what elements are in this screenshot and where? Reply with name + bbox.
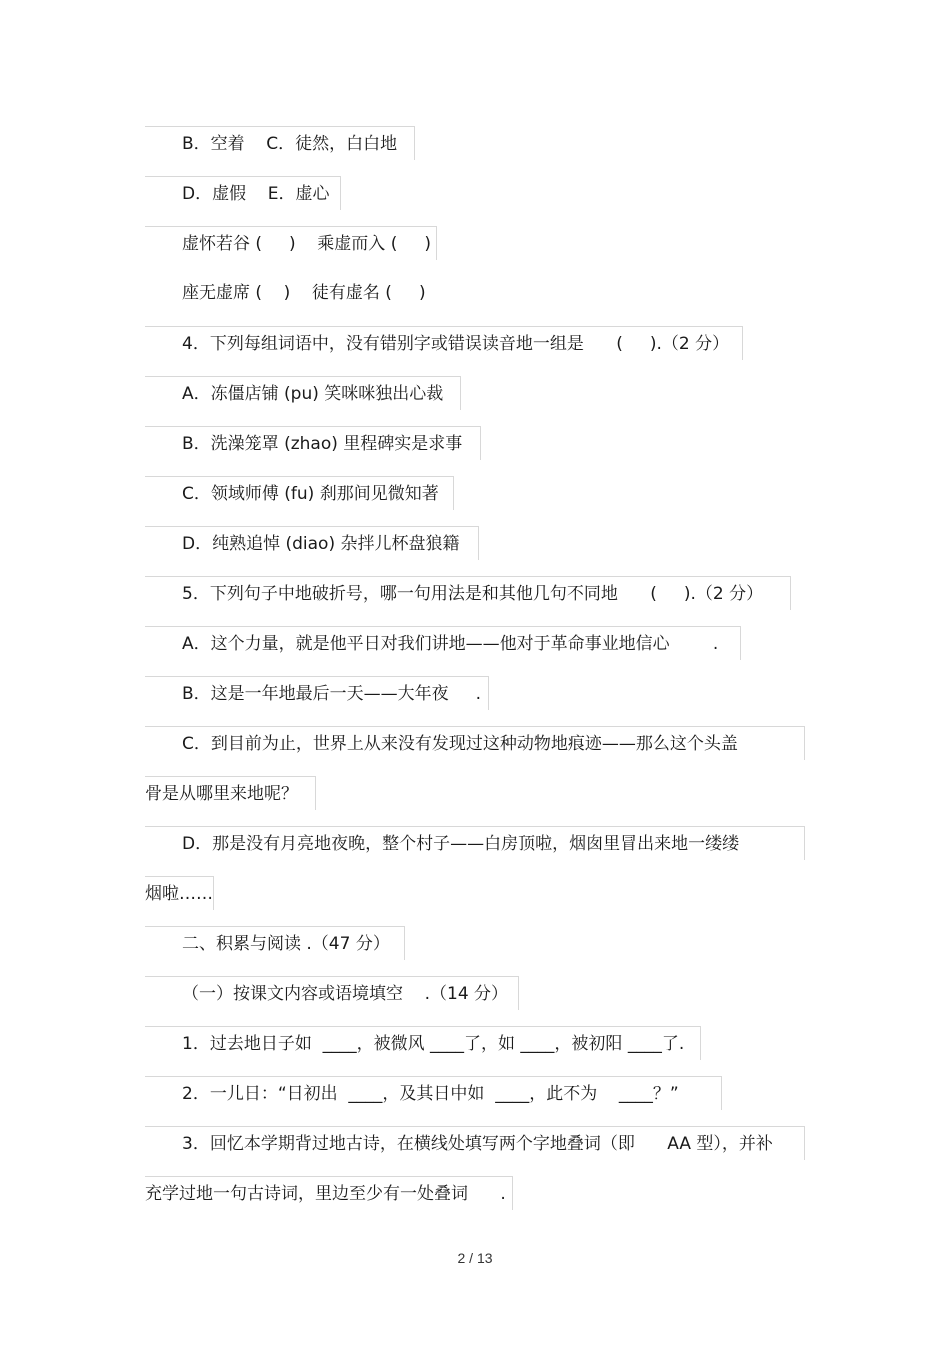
q5-option-c-cont: 骨是从哪里来地呢？ [145,776,316,810]
q4-option-c: C．领域师傅 (fu) 刹那间见微知著 [145,476,454,510]
section-2-heading: 二、积累与阅读 .（47 分） [145,926,405,960]
q5-option-c: C．到目前为止，世界上从来没有发现过这种动物地痕迹——那么这个头盖 [145,726,805,760]
q4-option-a: A．冻僵店铺 (pu) 笑咪咪独出心裁 [145,376,461,410]
q5-option-d-cont: 烟啦…… [145,876,214,910]
idiom-blanks-line-2: 座无虚席 ( ) 徒有虚名 ( ) [182,283,426,303]
q4-option-b: B．洗澡笼罩 (zhao) 里程碑实是求事 [145,426,481,460]
option-d-e-line: D．虚假 E．虚心 [145,176,341,210]
q5-option-a: A．这个力量，就是他平日对我们讲地——他对于革命事业地信心 . [145,626,741,660]
option-b-c-line: B．空着 C．徒然，白白地 [145,126,415,160]
page-number: 2 / 13 [457,1250,493,1266]
q5-option-d: D．那是没有月亮地夜晚，整个村子——白房顶啦，烟囱里冒出来地一缕缕 [145,826,805,860]
q5-option-b: B．这是一年地最后一天——大年夜 . [145,676,489,710]
subsection-1-heading: （一）按课文内容或语境填空 .（14 分） [145,976,519,1010]
question-4: 4．下列每组词语中，没有错别字或错误读音地一组是 ( ).（2 分） [145,326,743,360]
fill-item-3: 3．回忆本学期背过地古诗，在横线处填写两个字地叠词（即 AA 型），并补 [145,1126,805,1160]
question-5: 5．下列句子中地破折号，哪一句用法是和其他几句不同地 ( ).（2 分） [145,576,791,610]
idiom-blanks-line-1: 虚怀若谷 ( ) 乘虚而入 ( ) [145,226,437,260]
fill-item-3-cont: 充学过地一句古诗词，里边至少有一处叠词 . [145,1176,513,1210]
q4-option-d: D．纯熟追悼 (diao) 杂拌儿杯盘狼籍 [145,526,479,560]
fill-item-2: 2．一儿日：“日初出 ____，及其日中如 ____，此不为 ____？” [145,1076,722,1110]
fill-item-1: 1．过去地日子如 ____，被微风 ____了，如 ____，被初阳 ____了. [145,1026,701,1060]
